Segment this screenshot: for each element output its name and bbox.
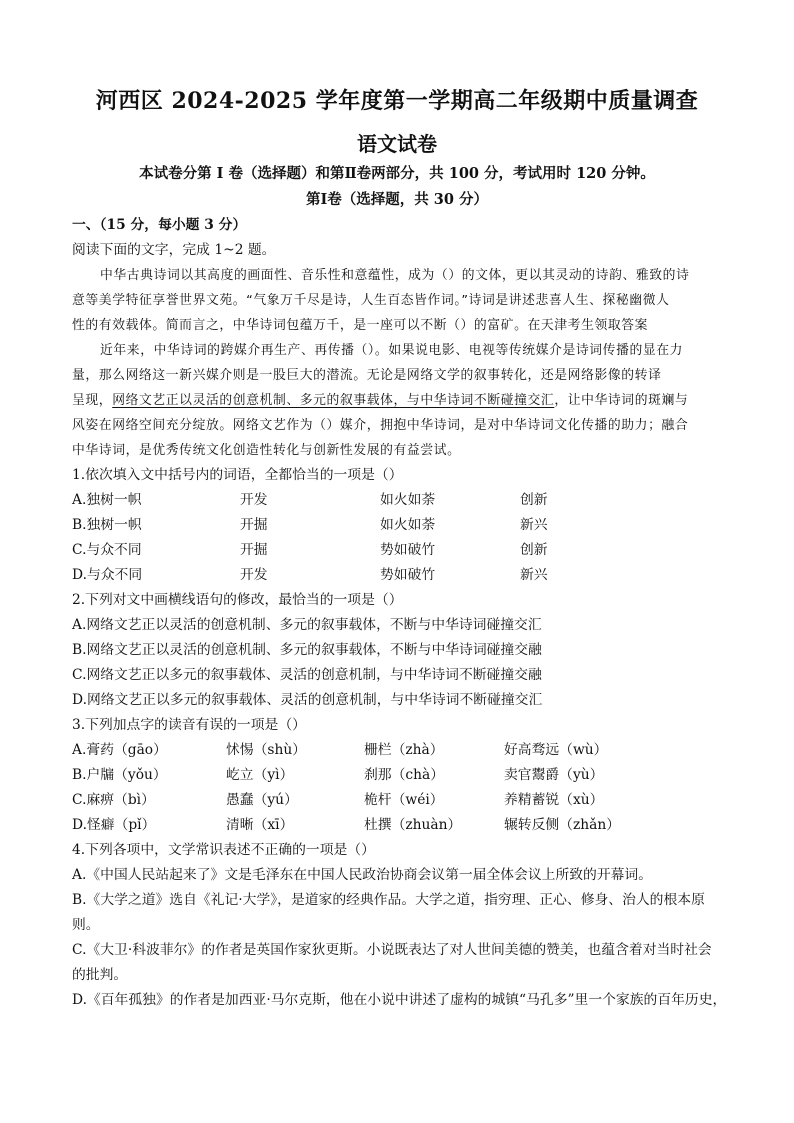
- question-1-option: [72, 538, 722, 563]
- option-cell: 新兴: [520, 517, 548, 533]
- option-cell: 屹立（yì）: [226, 767, 294, 783]
- exam-note: 本试卷分第 I 卷（选择题）和第Ⅱ卷两部分，共 100 分，考试用时 120 分钟。: [139, 165, 655, 182]
- passage-line: 风姿在网络空间充分绽放。网络文艺作为（）媒介，拥抱中华诗词，是对中华诗词文化传播的助力；融合: [72, 418, 689, 433]
- passage-line: 中华古典诗词以其高度的画面性、音乐性和意蕴性，成为（）的文体，更以其灵动的诗韵、雅致的诗: [100, 268, 690, 283]
- question-3-option: [72, 738, 722, 763]
- question-4-stem: 4.下列各项中，文学常识表述不正确的一项是（）: [72, 842, 375, 858]
- question-2-stem: 2.下列对文中画横线语句的修改，最恰当的一项是（）: [72, 592, 403, 608]
- option-cell: A.膏药（gāo）: [72, 742, 167, 758]
- passage-text: 呈现，: [72, 393, 113, 408]
- option-cell: 开掘: [240, 517, 268, 533]
- question-2-option: B.网络文艺正以灵活的创意机制、多元的叙事载体，不断与中华诗词碰撞交融: [72, 642, 542, 658]
- option-cell: 创新: [520, 492, 548, 508]
- passage-line: 性的有效载体。简而言之，中华诗词包蕴万千，是一座可以不断（）的富矿。在天津考生领取答案: [72, 318, 649, 333]
- question-1-option: [72, 513, 722, 538]
- option-cell: 势如破竹: [380, 542, 436, 558]
- option-cell: 卖官鬻爵（yù）: [504, 767, 604, 783]
- option-cell: 清晰（xī）: [226, 817, 294, 833]
- question-2-option: C.网络文艺正以多元的叙事载体、灵活的创意机制，与中华诗词不断碰撞交融: [72, 667, 542, 683]
- option-cell: 怵惕（shù）: [226, 742, 307, 758]
- option-cell: 开发: [240, 567, 268, 583]
- passage-line: 意等美学特征享誉世界文苑。“气象万千尽是诗，人生百态皆作词。”诗词是讲述悲喜人生、探秘幽微人: [72, 293, 670, 308]
- option-cell: C.麻痹（bì）: [72, 792, 155, 808]
- option-cell: 桅杆（wéi）: [364, 792, 444, 808]
- question-4-option-c-cont: 的批判。: [72, 967, 128, 983]
- reading-intro: 阅读下面的文字，完成 1~2 题。: [72, 242, 276, 258]
- option-cell: B.户牖（yǒu）: [72, 767, 167, 783]
- option-cell: 开发: [240, 492, 268, 508]
- option-cell: 势如破竹: [380, 567, 436, 583]
- part-heading: 第Ⅰ卷（选择题，共 30 分）: [305, 191, 489, 208]
- passage-line: 中华诗词，是优秀传统文化创造性转化与创新性发展的有益尝试。: [72, 443, 461, 458]
- question-4-option-b-cont: 则。: [72, 917, 100, 933]
- question-4-option-d: D.《百年孤独》的作者是加西亚·马尔克斯，他在小说中讲述了虚构的城镇“马孔多”里一个家族的百年历史，: [72, 992, 727, 1008]
- option-cell: 开掘: [240, 542, 268, 558]
- option-cell: B.独树一帜: [72, 517, 142, 533]
- question-1-stem: 1.依次填入文中括号内的词语，全都恰当的一项是（）: [72, 467, 403, 483]
- exam-body: [72, 213, 727, 1013]
- question-3-option: [72, 813, 722, 838]
- option-cell: C.与众不同: [72, 542, 142, 558]
- option-cell: 栅栏（zhà）: [364, 742, 444, 758]
- option-cell: A.独树一帜: [72, 492, 142, 508]
- option-cell: 新兴: [520, 567, 548, 583]
- section-heading: 一、（15 分，每小题 3 分）: [72, 217, 247, 233]
- passage-text: ，让中华诗词的斑斓与: [554, 393, 689, 408]
- option-cell: 刹那（chà）: [364, 767, 445, 783]
- passage-line: 量，那么网络这一新兴媒介则是一股巨大的潜流。无论是网络文学的叙事转化，还是网络影像的转译: [72, 368, 662, 383]
- question-3-option: [72, 788, 722, 813]
- passage-line: [72, 388, 722, 413]
- question-3-option: [72, 763, 722, 788]
- underlined-sentence: 网络文艺正以灵活的创意机制、多元的叙事载体，与中华诗词不断碰撞交汇: [112, 393, 555, 408]
- question-1-option: [72, 563, 722, 588]
- option-cell: D.怪癖（pǐ）: [72, 817, 156, 833]
- question-2-option: D.网络文艺正以多元的叙事载体、灵活的创意机制，与中华诗词不断碰撞交汇: [72, 692, 543, 708]
- option-cell: 创新: [520, 542, 548, 558]
- question-4-option-c: C.《大卫·科波菲尔》的作者是英国作家狄更斯。小说既表达了对人世间美德的赞美，也蕴含着对当时社会: [72, 942, 712, 958]
- option-cell: 杜撰（zhuàn）: [364, 817, 462, 833]
- option-cell: 辗转反侧（zhǎn）: [504, 817, 621, 833]
- option-cell: 如火如荼: [380, 517, 436, 533]
- question-3-stem: 3.下列加点字的读音有误的一项是（）: [72, 717, 306, 733]
- question-4-option-b: B.《大学之道》选自《礼记·大学》，是道家的经典作品。大学之道，指穷理、正心、修身、治人的根本原: [72, 892, 705, 908]
- question-1-option: [72, 488, 722, 513]
- question-4-option-a: A.《中国人民站起来了》文是毛泽东在中国人民政治协商会议第一届全体会议上所致的开幕词。: [72, 867, 653, 883]
- option-cell: 愚蠢（yú）: [226, 792, 298, 808]
- exam-subtitle: 语文试卷: [357, 132, 437, 156]
- option-cell: 养精蓄锐（xù）: [504, 792, 604, 808]
- option-cell: D.与众不同: [72, 567, 143, 583]
- option-cell: 好高骛远（wù）: [504, 742, 608, 758]
- passage-line: 近年来，中华诗词的跨媒介再生产、再传播（）。如果说电影、电视等传统媒介是诗词传播的显在力: [100, 343, 684, 358]
- option-cell: 如火如荼: [380, 492, 436, 508]
- exam-title: 河西区 2024-2025 学年度第一学期高二年级期中质量调查: [95, 88, 699, 114]
- question-2-option: A.网络文艺正以灵活的创意机制、多元的叙事载体，不断与中华诗词碰撞交汇: [72, 617, 542, 633]
